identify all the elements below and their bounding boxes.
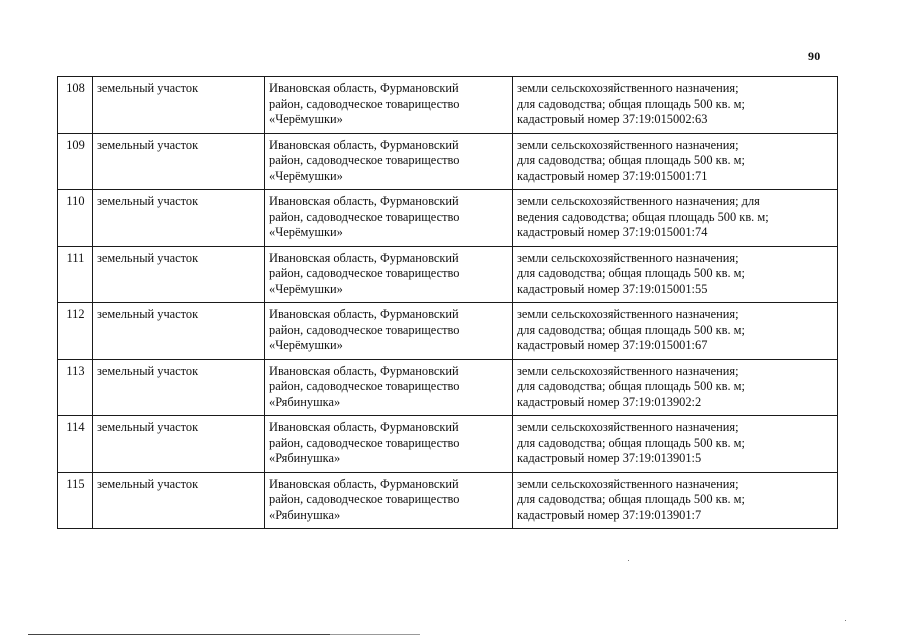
object-name: земельный участок — [93, 303, 265, 360]
characteristics-cell — [513, 77, 838, 134]
address-line: Ивановская область, Фурмановский — [269, 420, 459, 434]
row-number: 111 — [58, 246, 93, 303]
address-cell — [265, 472, 513, 529]
table-row — [58, 472, 838, 529]
characteristics-line: кадастровый номер 37:19:013902:2 — [517, 394, 702, 409]
address-line: «Рябинушка» — [269, 394, 341, 409]
table-row — [58, 190, 838, 247]
row-number: 113 — [58, 359, 93, 416]
address-line: «Черёмушки» — [269, 112, 343, 127]
address-line: район, садоводческое товарищество — [269, 266, 460, 281]
characteristics-line: земли сельскохозяйственного назначения; — [517, 250, 739, 265]
characteristics-line: кадастровый номер 37:19:015001:67 — [517, 338, 708, 353]
address-line: Ивановская область, Фурмановский — [269, 81, 459, 95]
address-line: район, садоводческое товарищество — [269, 379, 460, 394]
characteristics-line: кадастровый номер 37:19:013901:5 — [517, 451, 702, 466]
address-line: район, садоводческое товарищество — [269, 435, 460, 450]
characteristics-line: кадастровый номер 37:19:015001:55 — [517, 281, 708, 296]
characteristics-line: для садоводства; общая площадь 500 кв. м; — [517, 266, 745, 281]
table-row — [58, 133, 838, 190]
address-line: «Черёмушки» — [269, 225, 343, 240]
address-line: «Черёмушки» — [269, 281, 343, 296]
land-plot-table — [57, 76, 838, 529]
table-row — [58, 303, 838, 360]
characteristics-cell — [513, 246, 838, 303]
address-line: район, садоводческое товарищество — [269, 153, 460, 168]
table-row — [58, 416, 838, 473]
address-line: «Рябинушка» — [269, 451, 341, 466]
characteristics-line: для садоводства; общая площадь 500 кв. м; — [517, 153, 745, 168]
characteristics-line: земли сельскохозяйственного назначения; — [517, 476, 739, 491]
characteristics-cell — [513, 472, 838, 529]
characteristics-line: кадастровый номер 37:19:015001:74 — [517, 225, 708, 240]
address-cell — [265, 133, 513, 190]
object-name: земельный участок — [93, 359, 265, 416]
characteristics-line: для садоводства; общая площадь 500 кв. м; — [517, 322, 745, 337]
characteristics-line: земли сельскохозяйственного назначения; — [517, 307, 739, 321]
row-number: 112 — [58, 303, 93, 360]
scan-speck — [628, 560, 629, 561]
land-plot-table-body — [58, 77, 838, 529]
characteristics-cell — [513, 416, 838, 473]
object-name: земельный участок — [93, 246, 265, 303]
characteristics-line: кадастровый номер 37:19:013901:7 — [517, 507, 702, 522]
address-cell — [265, 77, 513, 134]
address-line: Ивановская область, Фурмановский — [269, 137, 459, 152]
row-number: 114 — [58, 416, 93, 473]
address-line: «Черёмушки» — [269, 338, 343, 353]
address-cell — [265, 359, 513, 416]
address-line: район, садоводческое товарищество — [269, 209, 460, 224]
characteristics-line: кадастровый номер 37:19:015001:71 — [517, 168, 708, 183]
address-line: район, садоводческое товарищество — [269, 96, 460, 111]
address-line: район, садоводческое товарищество — [269, 322, 460, 337]
characteristics-cell — [513, 303, 838, 360]
table-row — [58, 77, 838, 134]
table-row — [58, 246, 838, 303]
address-line: Ивановская область, Фурмановский — [269, 363, 459, 378]
object-name: земельный участок — [93, 472, 265, 529]
object-name: земельный участок — [93, 416, 265, 473]
page-number: 90 — [808, 49, 821, 63]
row-number: 115 — [58, 472, 93, 529]
object-name: земельный участок — [93, 190, 265, 247]
address-cell — [265, 416, 513, 473]
characteristics-line: для садоводства; общая площадь 500 кв. м; — [517, 96, 745, 111]
characteristics-cell — [513, 359, 838, 416]
row-number: 109 — [58, 133, 93, 190]
address-line: Ивановская область, Фурмановский — [269, 476, 459, 491]
row-number: 110 — [58, 190, 93, 247]
characteristics-line: земли сельскохозяйственного назначения; для — [517, 194, 760, 208]
address-line: Ивановская область, Фурмановский — [269, 250, 459, 265]
object-name: земельный участок — [93, 77, 265, 134]
address-cell — [265, 190, 513, 247]
characteristics-line: земли сельскохозяйственного назначения; — [517, 137, 739, 152]
address-line: район, садоводческое товарищество — [269, 492, 460, 507]
address-line: «Черёмушки» — [269, 168, 343, 183]
characteristics-line: ведения садоводства; общая площадь 500 кв. м; — [517, 209, 769, 224]
characteristics-line: для садоводства; общая площадь 500 кв. м; — [517, 379, 745, 394]
characteristics-line: земли сельскохозяйственного назначения; — [517, 420, 739, 434]
characteristics-line: кадастровый номер 37:19:015002:63 — [517, 112, 708, 127]
row-number: 108 — [58, 77, 93, 134]
address-line: Ивановская область, Фурмановский — [269, 194, 459, 208]
characteristics-line: земли сельскохозяйственного назначения; — [517, 363, 739, 378]
characteristics-line: земли сельскохозяйственного назначения; — [517, 81, 739, 95]
characteristics-line: для садоводства; общая площадь 500 кв. м; — [517, 435, 745, 450]
characteristics-cell — [513, 133, 838, 190]
characteristics-cell — [513, 190, 838, 247]
address-cell — [265, 246, 513, 303]
table-row — [58, 359, 838, 416]
object-name: земельный участок — [93, 133, 265, 190]
address-line: Ивановская область, Фурмановский — [269, 307, 459, 321]
address-cell — [265, 303, 513, 360]
characteristics-line: для садоводства; общая площадь 500 кв. м; — [517, 492, 745, 507]
scan-speck — [845, 620, 846, 621]
address-line: «Рябинушка» — [269, 507, 341, 522]
scan-edge-line-faint — [330, 634, 420, 635]
